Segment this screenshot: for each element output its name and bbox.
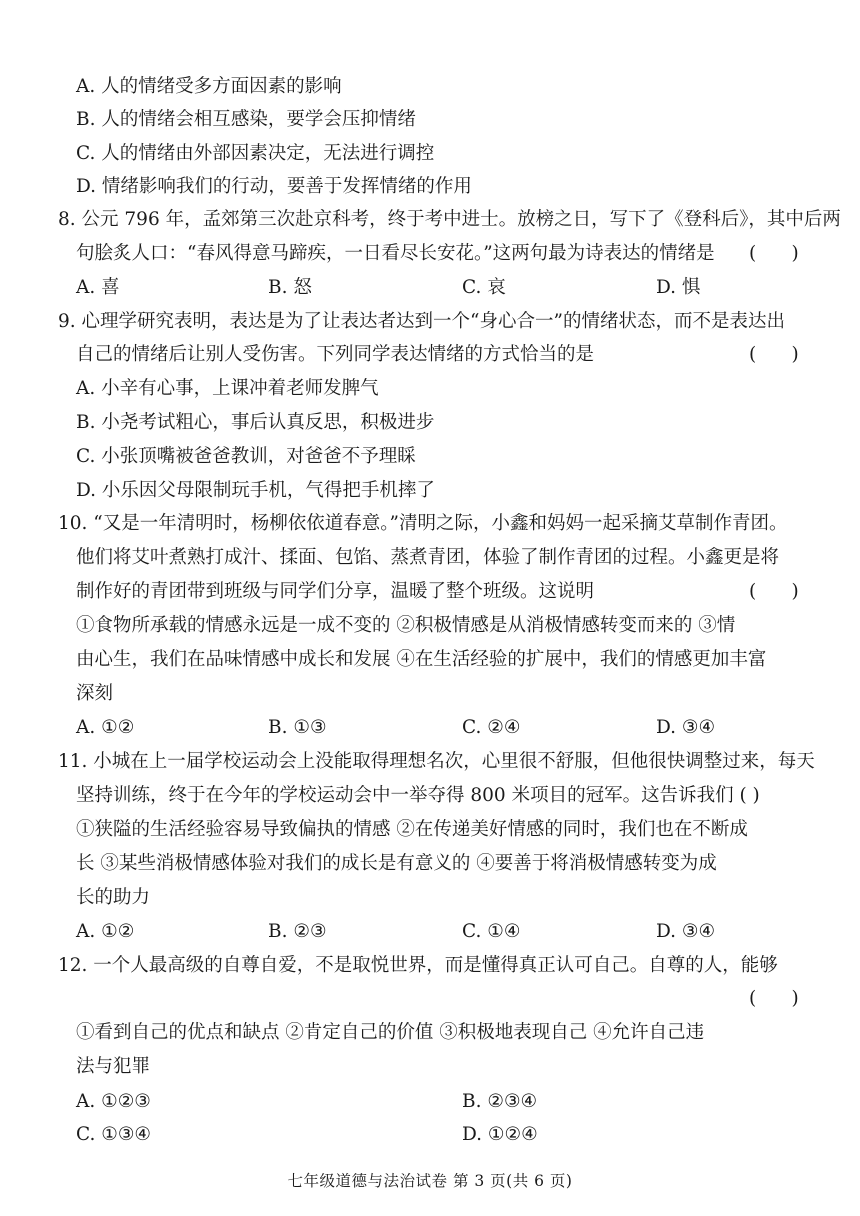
q9-option-c: C. 小张顶嘴被爸爸教训，对爸爸不予理睬 xyxy=(76,446,416,467)
q8-option-c: C. 哀 xyxy=(462,277,506,298)
q10-option-d: D. ③④ xyxy=(656,717,716,738)
q11-option-d: D. ③④ xyxy=(656,921,716,942)
q9-answer-blank: ( ) xyxy=(749,344,799,365)
q8-answer-blank: ( ) xyxy=(749,243,799,264)
q10-stem-line3: 制作好的青团带到班级与同学们分享，温暖了整个班级。这说明 xyxy=(76,581,595,602)
q12-option-a: A. ①②③ xyxy=(76,1091,151,1112)
q12-option-d: D. ①②④ xyxy=(462,1124,538,1145)
q10-option-a: A. ①② xyxy=(76,717,135,738)
q10-stem-line1: 10. “又是一年清明时，杨柳依依道春意。”清明之际，小鑫和妈妈一起采摘艾草制作青团。 xyxy=(58,513,788,534)
q11-statement-line2: 长 ③某些消极情感体验对我们的成长是有意义的 ④要善于将消极情感转变为成 xyxy=(76,853,717,874)
q9-option-b: B. 小尧考试粗心，事后认真反思，积极进步 xyxy=(76,412,435,433)
q11-statement-line1: ①狭隘的生活经验容易导致偏执的情感 ②在传递美好情感的同时，我们也在不断成 xyxy=(76,819,748,840)
q9-option-a: A. 小辛有心事，上课冲着老师发脾气 xyxy=(76,378,379,399)
q8-option-a: A. 喜 xyxy=(76,277,120,298)
q8-stem-line2: 句脍炙人口：“春风得意马蹄疾，一日看尽长安花。”这两句最为诗表达的情绪是 xyxy=(76,243,715,264)
q11-option-b: B. ②③ xyxy=(268,921,327,942)
q7-option-d: D. 情绪影响我们的行动，要善于发挥情绪的作用 xyxy=(76,176,472,197)
q10-statement-line1: ①食物所承载的情感永远是一成不变的 ②积极情感是从消极情感转变而来的 ③情 xyxy=(76,615,736,636)
q11-statement-line3: 长的助力 xyxy=(76,887,151,908)
q12-option-c: C. ①③④ xyxy=(76,1124,152,1145)
q10-stem-line2: 他们将艾叶煮熟打成汁、揉面、包馅、蒸煮青团，体验了制作青团的过程。小鑫更是将 xyxy=(76,547,780,568)
q9-stem-line2: 自己的情绪后让别人受伤害。下列同学表达情绪的方式恰当的是 xyxy=(76,344,595,365)
q9-option-d: D. 小乐因父母限制玩手机，气得把手机摔了 xyxy=(76,480,435,501)
q11-stem-line2: 坚持训练，终于在今年的学校运动会中一举夺得 800 米项目的冠军。这告诉我们 ( ) xyxy=(76,785,760,806)
q12-statement-line2: 法与犯罪 xyxy=(76,1056,151,1077)
page-footer: 七年级道德与法治试卷 第 3 页(共 6 页) xyxy=(287,1172,573,1190)
q12-statement-line1: ①看到自己的优点和缺点 ②肯定自己的价值 ③积极地表现自己 ④允许自己违 xyxy=(76,1022,705,1043)
q10-option-b: B. ①③ xyxy=(268,717,327,738)
q10-answer-blank: ( ) xyxy=(749,581,799,602)
q7-option-c: C. 人的情绪由外部因素决定，无法进行调控 xyxy=(76,143,435,164)
q12-stem-line1: 12. 一个人最高级的自尊自爱，不是取悦世界，而是懂得真正认可自己。自尊的人，能够 xyxy=(58,955,778,976)
q10-statement-line2: 由心生，我们在品味情感中成长和发展 ④在生活经验的扩展中，我们的情感更加丰富 xyxy=(76,649,767,670)
q12-option-b: B. ②③④ xyxy=(462,1091,538,1112)
q7-option-a: A. 人的情绪受多方面因素的影响 xyxy=(76,76,342,97)
q10-option-c: C. ②④ xyxy=(462,717,521,738)
q8-option-b: B. 怒 xyxy=(268,277,312,298)
q8-option-d: D. 惧 xyxy=(656,277,701,298)
q11-option-c: C. ①④ xyxy=(462,921,521,942)
q11-option-a: A. ①② xyxy=(76,921,135,942)
q9-stem-line1: 9. 心理学研究表明，表达是为了让表达者达到一个“身心合一”的情绪状态，而不是表达出 xyxy=(58,311,785,332)
q11-stem-line1: 11. 小城在上一届学校运动会上没能取得理想名次，心里很不舒服，但他很快调整过来，每天 xyxy=(58,751,815,772)
q12-answer-blank: ( ) xyxy=(749,988,799,1009)
q10-statement-line3: 深刻 xyxy=(76,683,114,704)
q7-option-b: B. 人的情绪会相互感染，要学会压抑情绪 xyxy=(76,109,416,130)
q8-stem-line1: 8. 公元 796 年，孟郊第三次赴京科考，终于考中进士。放榜之日，写下了《登科后》，其中后两 xyxy=(58,209,841,230)
